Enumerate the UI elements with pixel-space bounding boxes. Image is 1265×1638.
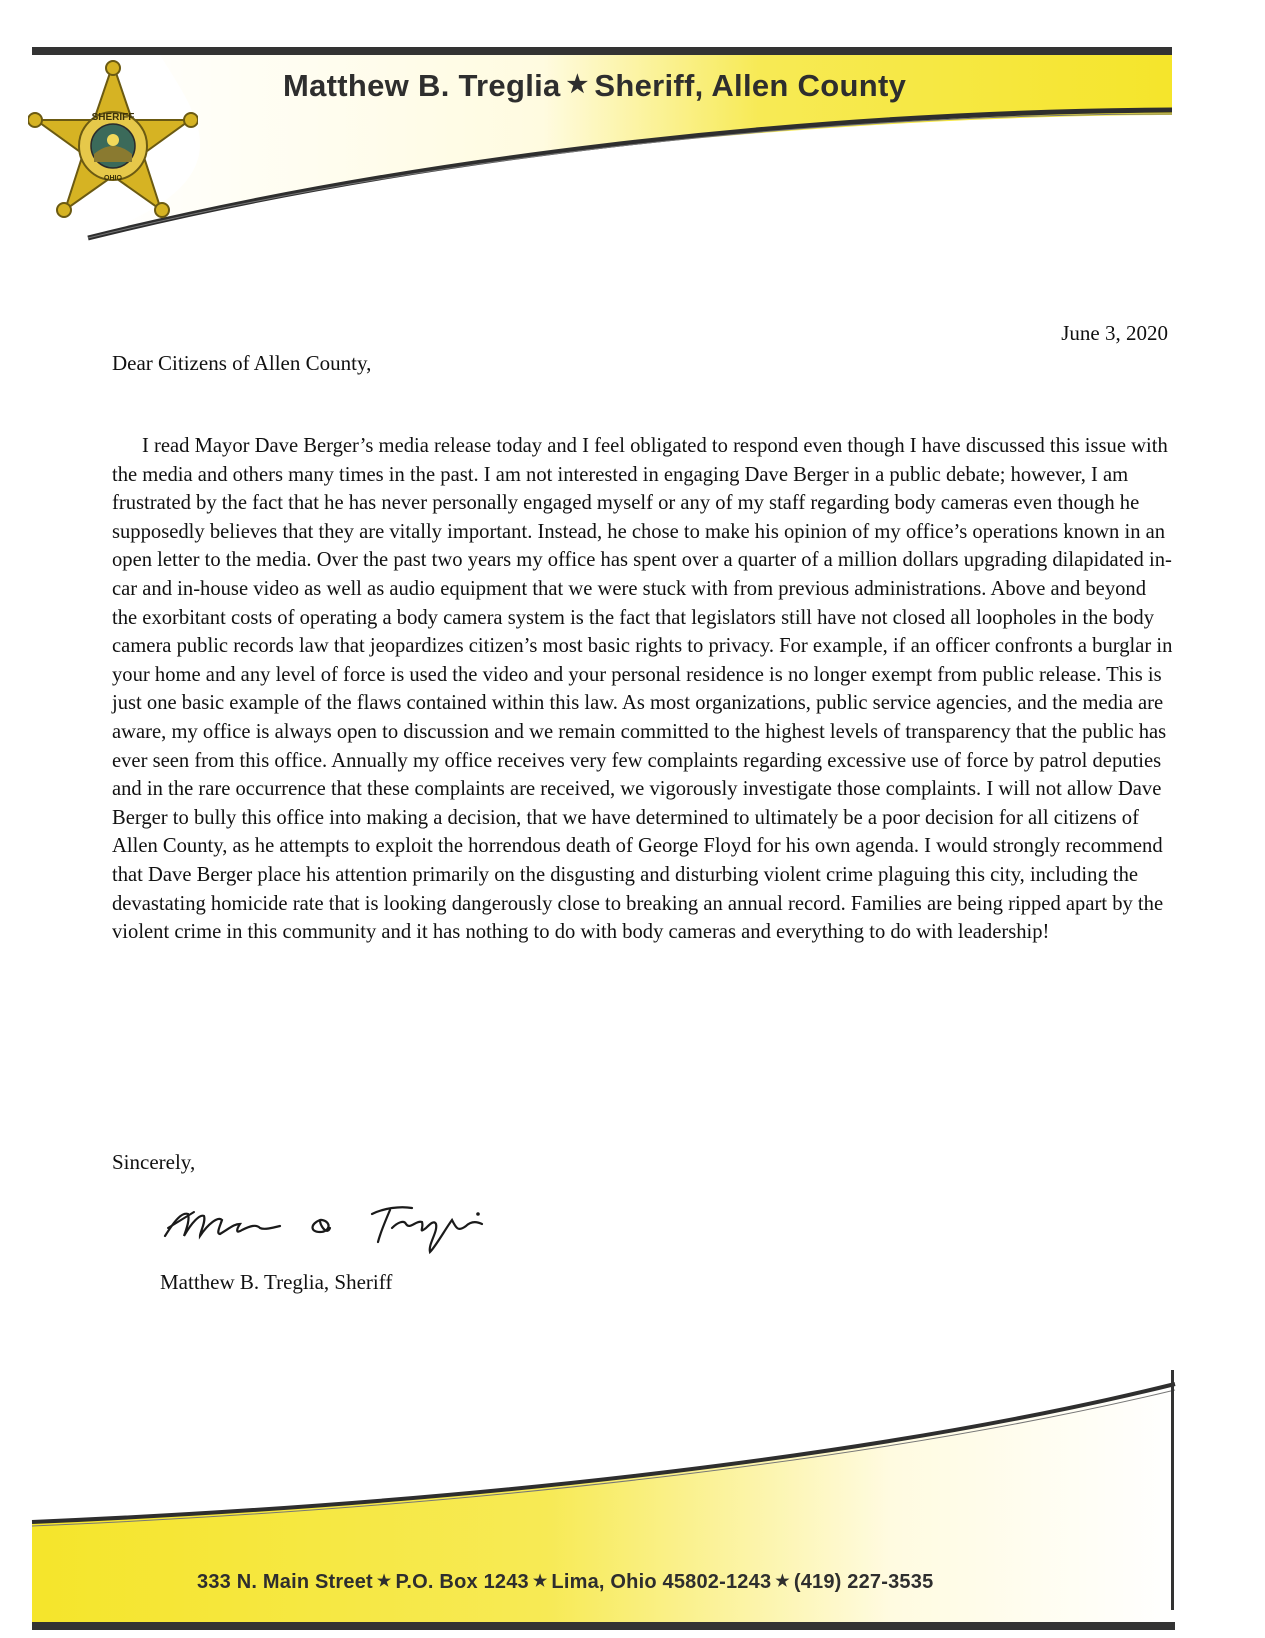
footer-city: Lima, Ohio 45802-1243: [551, 1571, 772, 1593]
sheriff-office: Sheriff, Allen County: [594, 68, 907, 103]
star-icon: ★: [566, 71, 589, 98]
star-icon: ★: [532, 1573, 548, 1590]
signature: [160, 1198, 520, 1258]
footer-address: [197, 1571, 933, 1594]
footer-po-box: P.O. Box 1243: [395, 1571, 529, 1593]
star-icon: ★: [775, 1573, 790, 1590]
svg-text:OHIO: OHIO: [104, 175, 122, 182]
footer-banner: [0, 1370, 1265, 1638]
letter-body: I read Mayor Dave Berger’s media release today and I feel obligated to respond even though I have discussed this issue with the media and others many times in the past. I am not interested in engaging Dave Berger in a public debate; however, I am frustrated by the fact that he has never personally engaged myself or any of my staff regarding body cameras even though he supposedly believes that they are vitally important. Instead, he chose to make his opinion of my office’s operations known in an open letter to the media. Over the past two years my office has spent over a quarter of a million dollars upgrading dilapidated in-car and in-house video as well as audio equipment that we were stuck with from previous administrations. Above and beyond the exorbitant costs of operating a body camera system is the fact that legislators still have not closed all loopholes in the body camera public records law that jeopardizes citizen’s most basic rights to privacy. For example, if an officer confronts a burglar in your home and any level of force is used the video and your personal residence is no longer exempt from public release. This is just one basic example of the flaws contained within this law. As most organizations, public service agencies, and the media are aware, my office is always open to discussion and we remain committed to the highest levels of transparency that the public has ever seen from this office. Annually my office receives very few complaints regarding excessive use of force by patrol deputies and in the rare occurrence that these complaints are received, we vigorously investigate those complaints. I will not allow Dave Berger to bully this office into making a decision, that we have determined to ultimately be a poor decision for all citizens of Allen County, as he attempts to exploit the horrendous death of George Floyd for his own agenda. I would strongly recommend that Dave Berger place his attention primarily on the disgusting and disturbing violent crime plaguing this city, including the devastating homicide rate that is looking dangerously close to breaking an annual record. Families are being ripped apart by the violent crime in this community and it has nothing to do with body cameras and everything to do with leadership!: [112, 435, 1173, 944]
letter-date: June 3, 2020: [1061, 321, 1168, 345]
closing: Sincerely,: [112, 1150, 196, 1174]
star-icon: ★: [376, 1573, 392, 1590]
signer-name: Matthew B. Treglia, Sheriff: [160, 1270, 393, 1294]
sheriff-badge-logo: [28, 58, 198, 218]
letterhead-title: [283, 68, 906, 104]
footer-phone: (419) 227-3535: [793, 1571, 934, 1593]
footer-street: 333 N. Main Street: [197, 1571, 373, 1593]
svg-text:SHERIFF: SHERIFF: [91, 112, 135, 123]
sheriff-name: Matthew B. Treglia: [283, 68, 561, 103]
salutation: Dear Citizens of Allen County,: [112, 351, 372, 375]
